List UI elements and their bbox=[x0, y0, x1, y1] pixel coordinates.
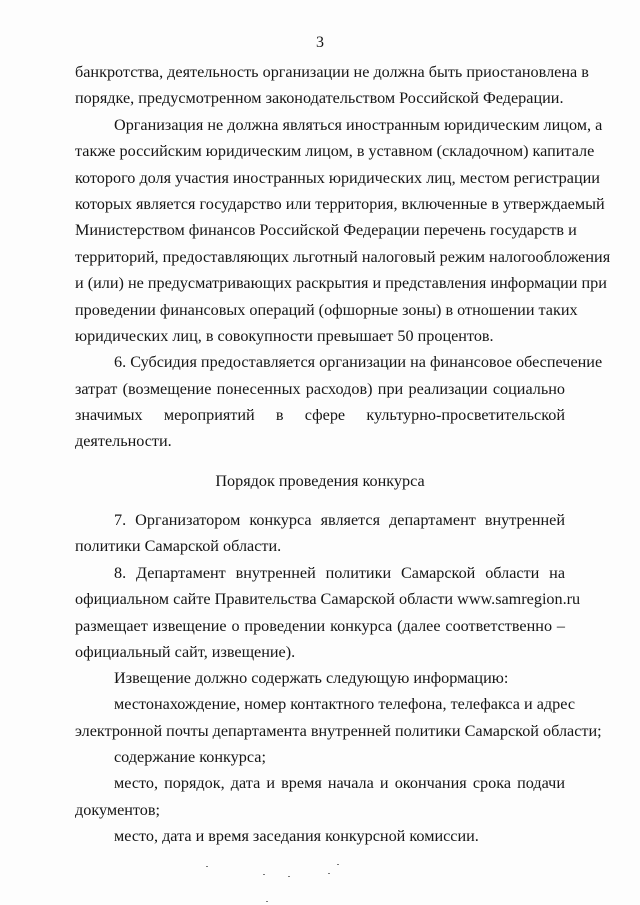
text-line: политики Самарской области. bbox=[75, 537, 282, 555]
text-line: деятельности. bbox=[75, 432, 172, 450]
text-line: содержание конкурса; bbox=[114, 748, 266, 766]
text-line: юридических лиц, в совокупности превышает 50 процентов. bbox=[75, 327, 494, 345]
scan-speck bbox=[328, 873, 330, 874]
text-line: место, порядок, дата и время начала и окончания срока подачи bbox=[114, 774, 565, 792]
text-line: место, дата и время заседания конкурсной комиссии. bbox=[114, 827, 479, 845]
text-line: электронной почты департамента внутренней политики Самарской области; bbox=[75, 722, 602, 740]
text-line: официальном сайте Правительства Самарской области www.samregion.ru bbox=[75, 590, 581, 608]
text-line: которого доля участия иностранных юридических лиц, местом регистрации bbox=[75, 169, 600, 187]
section-heading: Порядок проведения конкурса bbox=[215, 472, 425, 490]
text-line: банкротства, деятельность организации не должна быть приостановлена в bbox=[75, 63, 589, 81]
scan-speck bbox=[266, 901, 268, 902]
text-line: территорий, предоставляющих льготный налоговый режим налогообложения bbox=[75, 248, 611, 266]
scan-speck bbox=[263, 874, 265, 875]
text-line: 7. Организатором конкурса является департамент внутренней bbox=[114, 511, 565, 529]
text-line: затрат (возмещение понесенных расходов) при реализации социально bbox=[75, 380, 565, 398]
scan-speck bbox=[288, 876, 290, 877]
text-line: и (или) не предусматривающих раскрытия и представления информации при bbox=[75, 274, 607, 292]
text-line: документов; bbox=[75, 801, 161, 819]
text-line: размещает извещение о проведении конкурса (далее соответственно – bbox=[75, 617, 565, 635]
text-line: порядке, предусмотренном законодательством Российской Федерации. bbox=[75, 89, 564, 107]
scan-speck bbox=[206, 866, 208, 867]
text-line: Организация не должна являться иностранным юридическим лицом, а bbox=[114, 116, 603, 134]
page-number: 3 bbox=[316, 34, 324, 51]
scan-speck bbox=[337, 864, 339, 865]
text-line: также российским юридическим лицом, в уставном (складочном) капитале bbox=[75, 142, 595, 160]
text-line: местонахождение, номер контактного телефона, телефакса и адрес bbox=[114, 695, 576, 713]
text-line: официальный сайт, извещение). bbox=[75, 643, 296, 661]
text-line: которых является государство или территория, включенные в утверждаемый bbox=[75, 195, 605, 213]
text-line: 8. Департамент внутренней политики Самарской области на bbox=[114, 564, 565, 582]
text-line: проведении финансовых операций (офшорные зоны) в отношении таких bbox=[75, 301, 578, 319]
scan-noise bbox=[0, 860, 640, 905]
text-line: значимых мероприятий в сфере культурно-просветительской bbox=[75, 406, 565, 424]
text-line: Извещение должно содержать следующую информацию: bbox=[114, 669, 509, 687]
text-line: 6. Субсидия предоставляется организации на финансовое обеспечение bbox=[114, 353, 603, 371]
text-line: Министерством финансов Российской Федерации перечень государств и bbox=[75, 221, 577, 239]
